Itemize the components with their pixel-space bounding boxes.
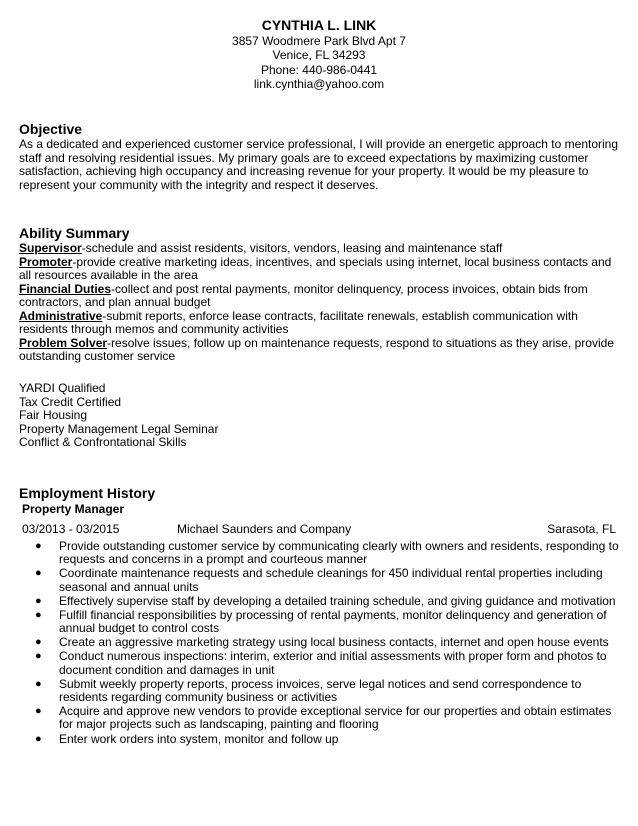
email-line: link.cynthia@yahoo.com <box>253 77 385 92</box>
bullet-icon: ● <box>35 594 42 607</box>
ability-text: -provide creative marketing ideas, incentives, and specials using internet, local business contacts and all resources available in the area <box>19 254 612 282</box>
job-duty-item <box>35 593 619 608</box>
job-duty-item <box>35 704 619 732</box>
ability-item <box>19 337 619 364</box>
bullet-icon: ● <box>35 732 42 745</box>
ability-item <box>19 242 619 256</box>
ability-text: -schedule and assist residents, visitors, vendors, leasing and maintenance staff <box>81 241 503 255</box>
bullet-icon: ● <box>35 705 42 718</box>
job-duty-item <box>35 539 619 567</box>
address-line: 3857 Woodmere Park Blvd Apt 7 <box>232 34 406 48</box>
candidate-name: CYNTHIA L. LINK <box>261 17 377 33</box>
job-duty-item <box>35 607 619 636</box>
job-location: Sarasota, FL <box>547 522 616 536</box>
job-duties-list <box>19 540 619 746</box>
job-duty-text: Coordinate maintenance requests and schedule cleanings for 450 individual rental properties including seasonal and annual units <box>59 566 603 594</box>
ability-key: Supervisor <box>19 241 82 255</box>
certification-item: Fair Housing <box>19 408 88 423</box>
city-line: Venice, FL 34293 <box>272 48 366 63</box>
ability-item <box>19 310 619 337</box>
certification-item: Conflict & Confrontational Skills <box>19 435 187 450</box>
bullet-icon: ● <box>35 540 42 552</box>
ability-key: Promoter <box>19 254 73 269</box>
certifications-list <box>19 382 619 450</box>
ability-key: Administrative <box>19 308 103 323</box>
job-company: Michael Saunders and Company <box>177 522 352 536</box>
objective-heading: Objective <box>19 121 83 137</box>
job-duty-item <box>35 649 619 677</box>
job-duty-text: Acquire and approve new vendors to provide exceptional service for our properties and obtain estimates for major projects such as landscaping, painting and flooring <box>59 704 612 732</box>
job-dates: 03/2013 - 03/2015 <box>22 522 120 536</box>
job-duty-item <box>35 676 619 705</box>
ability-summary-heading: Ability Summary <box>19 225 130 241</box>
job-duty-text: Conduct numerous inspections: interim, exterior and initial assessments with proper form and photos to document condition and damages in unit <box>59 649 607 677</box>
certification-item: Tax Credit Certified <box>19 394 122 409</box>
ability-text: -resolve issues, follow up on maintenance requests, respond to situations as they arise, provide outstanding customer service <box>19 335 614 363</box>
bullet-icon: ● <box>35 608 42 621</box>
resume-header <box>0 16 638 92</box>
bullet-icon: ● <box>35 677 42 690</box>
employment-history-section <box>19 485 619 747</box>
certification-item: Property Management Legal Seminar <box>19 421 219 436</box>
job-duty-text: Create an aggressive marketing strategy using local business contacts, internet and open house events <box>59 635 609 650</box>
ability-item <box>19 256 619 283</box>
job-meta-row <box>19 522 619 538</box>
job-duty-text: Fulfill financial responsibilities by processing of rental payments, monitor delinquency and generation of annual budget to control costs <box>59 607 607 636</box>
objective-section <box>19 121 619 192</box>
ability-text: -collect and post rental payments, monitor delinquency, process invoices, obtain bids from contractors, and plan annual budget <box>19 281 588 309</box>
employment-history-heading: Employment History <box>19 485 156 501</box>
ability-key: Financial Duties <box>19 281 112 296</box>
job-duty-item <box>35 635 619 650</box>
ability-text: -submit reports, enforce lease contracts, facilitate renewals, establish communication with residents through memos and community activities <box>19 308 578 336</box>
bullet-icon: ● <box>35 650 42 663</box>
bullet-icon: ● <box>35 567 42 580</box>
ability-summary-section <box>19 225 619 364</box>
job-duty-text: Provide outstanding customer service by communicating clearly with owners and residents, responding to requests and concerns in a prompt and courteous manner <box>59 539 619 567</box>
job-duty-text: Effectively supervise staff by developing a detailed training schedule, and giving guidance and motivation <box>59 593 616 608</box>
job-duty-item <box>35 731 619 746</box>
bullet-icon: ● <box>35 636 42 649</box>
job-duty-text: Enter work orders into system, monitor and follow up <box>59 731 339 746</box>
job-duty-item <box>35 566 619 594</box>
job-title: Property Manager <box>22 502 125 516</box>
ability-item <box>19 283 619 310</box>
job-duty-text: Submit weekly property reports, process invoices, serve legal notices and send correspondence to residents regarding community business or activities <box>59 676 582 705</box>
phone-line: Phone: 440-986-0441 <box>260 62 378 77</box>
certification-item: YARDI Qualified <box>19 381 106 395</box>
ability-key: Problem Solver <box>19 335 108 350</box>
objective-text: As a dedicated and experienced customer service professional, I will provide an energetic approach to mentoring staff and resolving residential issues. My primary goals are to exceed expectations by maximizing customer satisfaction, achieving high occupancy and increasing revenue for your property. It would be my pleasure to represent your community with the integrity and respect it deserves. <box>19 137 619 192</box>
